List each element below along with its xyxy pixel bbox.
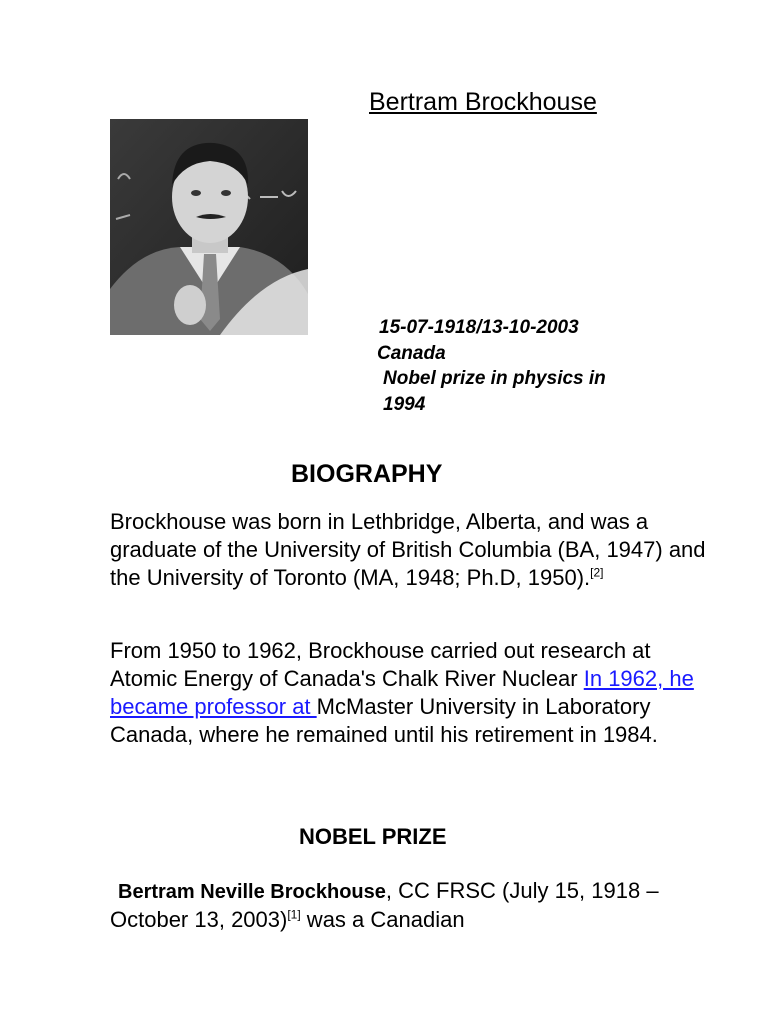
portrait-photo <box>110 119 308 335</box>
life-dates: 15-07-1918/13-10-2003 <box>379 317 579 338</box>
prize-line-1: Nobel prize in physics in <box>383 368 606 389</box>
biography-text-2a: From 1950 to 1962, Brockhouse carried out research at Atomic Energy of Canada's Chalk River Nuclear <box>110 638 651 691</box>
nobel-prize-heading: NOBEL PRIZE <box>299 824 447 849</box>
biography-heading: BIOGRAPHY <box>291 460 443 488</box>
biography-paragraph-2 <box>110 637 710 749</box>
nobel-paragraph <box>110 877 710 934</box>
biography-text-1: Brockhouse was born in Lethbridge, Alberta, and was a graduate of the University of British Columbia (BA, 1947) and the University of Toronto (MA, 1948; Ph.D, 1950). <box>110 509 706 590</box>
full-name: Bertram Neville Brockhouse <box>118 881 386 903</box>
biography-text-2b: McMaster University in Laboratory Canada, where he remained until his retirement in 1984. <box>110 694 658 747</box>
portrait-image <box>110 119 308 335</box>
prize-line-2: 1994 <box>383 394 426 415</box>
country: Canada <box>377 343 446 364</box>
biography-paragraph-1 <box>110 508 710 592</box>
reference-1: [1] <box>287 907 301 922</box>
reference-2: [2] <box>590 565 604 580</box>
nobel-text-2: was a Canadian <box>300 907 465 932</box>
biography-link[interactable]: In 1962, he became professor at <box>110 666 694 719</box>
page-title: Bertram Brockhouse <box>369 88 597 116</box>
nobel-text-1: , CC FRSC (July 15, 1918 – October 13, 2003) <box>110 878 659 932</box>
